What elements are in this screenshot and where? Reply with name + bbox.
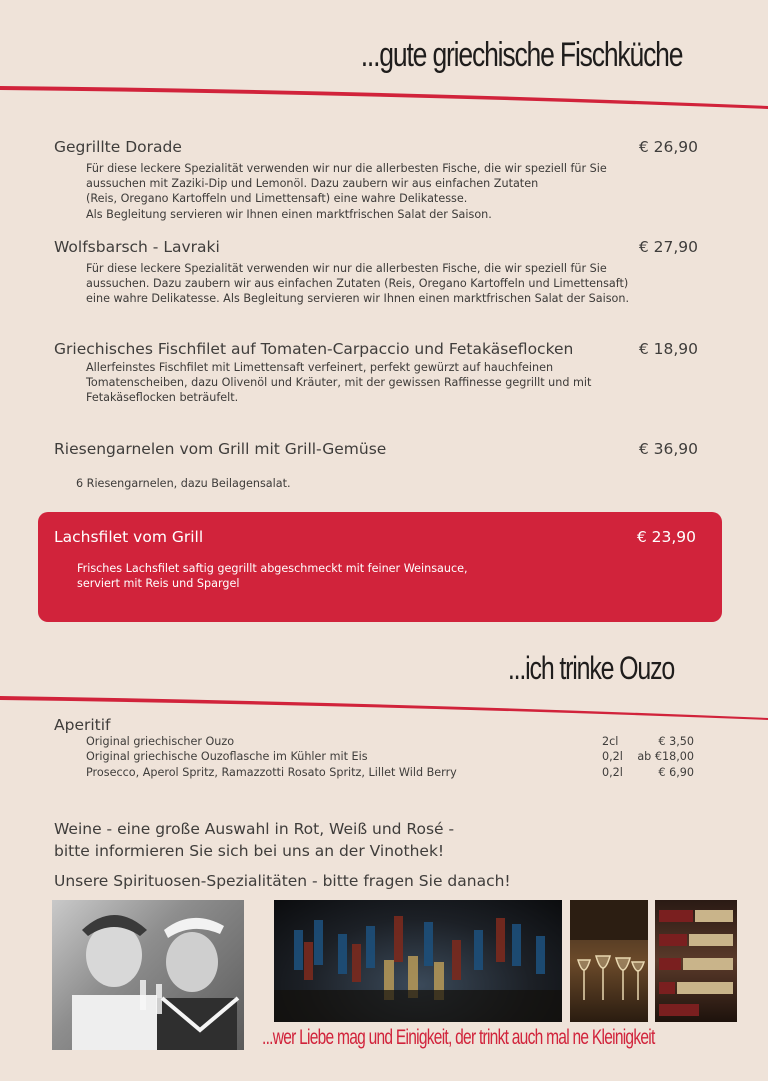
photo-wine-cellar [274,900,562,1022]
drink-name: Original griechische Ouzoflasche im Kühler mit Eis [86,750,368,763]
section-title-ouzo: ...ich trinke Ouzo [507,650,674,686]
drink-row [86,750,694,765]
drink-price: € 3,50 [658,735,694,748]
dish-price: € 27,90 [638,238,698,256]
vintage-photo-two-women-toasting [52,900,244,1050]
dish-price: € 23,90 [636,528,696,546]
drink-size: 0,2l [602,750,623,763]
aperitif-title: Aperitif [54,716,111,734]
dish-description: Für diese leckere Spezialität verwenden wir nur die allerbesten Fische, die wir speziell für Sie aussuchen. Dazu zaubern wir aus einfachen Zutaten (Reis, Oregano Kartoffeln und Limettensaft) eine wahre Delikatesse. Als Begleitung servieren wir Ihnen einen marktfrischen Salat der Saison. [86,262,630,306]
dish-price: € 36,90 [638,440,698,458]
dish-description: Allerfeinstes Fischfilet mit Limettensaft verfeinert, perfekt gewürzt auf hauchfeinen Tomatenscheiben, dazu Olivenöl und Kräuter, mit der gewissen Raffinesse gegrillt und mit Fetakäseflocken beträufelt. [86,361,592,405]
drink-name: Prosecco, Aperol Spritz, Ramazzotti Rosato Spritz, Lillet Wild Berry [86,766,457,779]
dish-price: € 26,90 [638,138,698,156]
dish-description: 6 Riesengarnelen, dazu Beilagensalat. [76,477,291,490]
dish-name: Gegrillte Dorade [54,138,182,156]
red-swoosh-divider [0,690,768,720]
drink-row [86,735,694,750]
slogan: ...wer Liebe mag und Einigkeit, der trinkt auch mal ne Kleinigkeit [262,1026,655,1049]
drink-size: 0,2l [602,766,623,779]
highlighted-menu-item-lachsfilet [38,512,722,622]
photo-wine-glasses [570,900,648,1022]
dish-name: Griechisches Fischfilet auf Tomaten-Carpaccio und Fetakäseflocken [54,340,574,358]
drink-size: 2cl [602,735,619,748]
drink-price: € 6,90 [658,766,694,779]
dish-price: € 18,90 [638,340,698,358]
spirits-info: Unsere Spirituosen-Spezialitäten - bitte fragen Sie danach! [54,872,511,890]
dish-name: Riesengarnelen vom Grill mit Grill-Gemüse [54,440,387,458]
dish-description: Für diese leckere Spezialität verwenden wir nur die allerbesten Fische, die wir speziell für Sie aussuchen mit Zaziki-Dip und Lemonöl. Dazu zaubern wir aus einfachen Zutaten (Reis, Oregano Kartoffeln und Limettensaft) eine wahre Delikatesse. Als Begleitung servieren wir Ihnen einen marktfrischen Salat der Saison. [86,162,607,221]
dish-name: Wolfsbarsch - Lavraki [54,238,220,256]
section-title-fish: ...gute griechische Fischküche [360,36,682,74]
dish-description: Frisches Lachsfilet saftig gegrillt abgeschmeckt mit feiner Weinsauce, serviert mit Reis und Spargel [77,562,468,591]
drink-row [86,766,694,781]
dish-name: Lachsfilet vom Grill [54,528,204,546]
red-swoosh-divider [0,80,768,110]
drink-price: ab €18,00 [637,750,694,763]
wine-info: Weine - eine große Auswahl in Rot, Weiß und Rosé - bitte informieren Sie sich bei uns an der Vinothek! [54,820,455,860]
drink-name: Original griechischer Ouzo [86,735,235,748]
photo-wine-bottles-rack [655,900,737,1022]
